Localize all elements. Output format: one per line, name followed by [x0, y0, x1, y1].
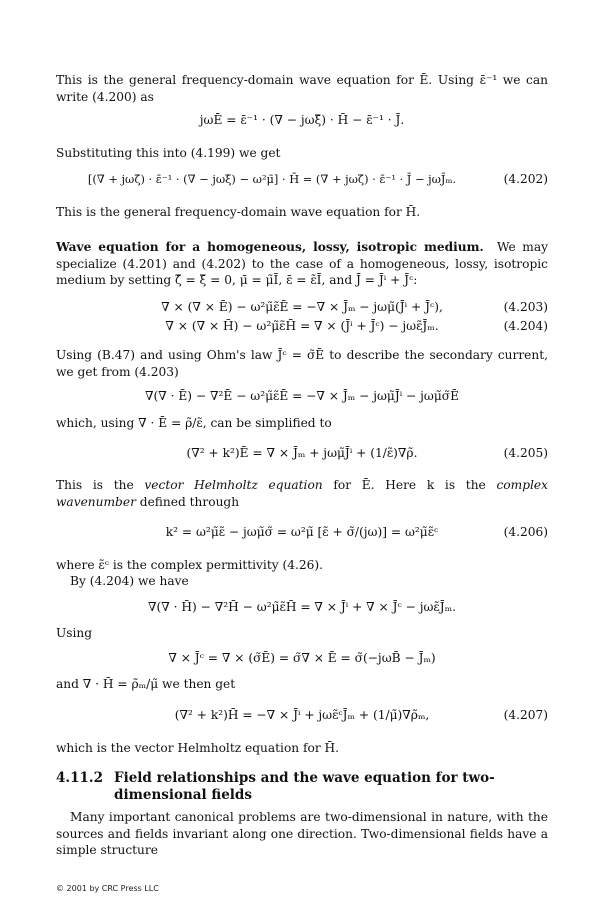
section-number: 4.11.2: [56, 770, 103, 786]
equation-expanded-curl: [56, 388, 548, 408]
equation-4-205: [56, 445, 548, 465]
paragraph-simplified: which, using ∇ · Ē = ρ̃/ε̃, can be simplified to: [56, 416, 332, 430]
equation-body: ∇(∇ · H̄) − ∇²H̄ − ω²μ̃ε̃H̄ = ∇ × J̄ⁱ + ∇ × J̄ᶜ − jωε̃J̄ₘ.: [148, 600, 456, 614]
equation-body: jωĒ = ε̄⁻¹ · (∇̄ − jωξ̄) · H̄ − ε̄⁻¹ · J̄.: [199, 113, 405, 127]
equation-number: (4.205): [503, 446, 548, 460]
paragraph-by-4-204: By (4.204) we have: [70, 574, 189, 588]
equation-number: (4.202): [503, 172, 548, 186]
equation-4-206: [56, 524, 548, 544]
equation-4-202: [56, 171, 548, 191]
equation-4-203: [56, 299, 548, 319]
equation-number: (4.203): [503, 300, 548, 314]
equation-h-expanded: [56, 599, 548, 619]
equation-number: (4.206): [503, 525, 548, 539]
equation-4-207: [56, 707, 548, 727]
copyright-footer: © 2001 by CRC Press LLC: [56, 884, 159, 893]
paragraph-h-helmholtz: which is the vector Helmholtz equation for H̄.: [56, 741, 340, 755]
section-title: Field relationships and the wave equation for two-dimensional fields: [114, 770, 495, 803]
equation-body: ∇(∇ · Ē) − ∇²Ē − ω²μ̃ε̃Ē = −∇ × J̄ₘ − jωμ̃J̄ⁱ − jωμ̃σ̃Ē: [145, 389, 459, 403]
paragraph-homogeneous-medium: [56, 239, 548, 289]
equation-curl-jc: [56, 650, 548, 670]
paragraph-ohms-law: Using (B.47) and using Ohm's law J̄ᶜ = σ̃Ē to describe the secondary current, we get from (4.203): [56, 348, 548, 379]
run-in-heading: Wave equation for a homogeneous, lossy, isotropic medium.: [56, 240, 484, 254]
text-run: This is the: [56, 478, 145, 492]
equation-body: ∇ × (∇ × Ē) − ω²μ̃ε̃Ē = −∇ × J̄ₘ − jωμ̃(J̄ⁱ + J̄ᶜ),: [161, 300, 443, 314]
equation-body: (∇² + k²)H̄ = −∇ × J̄ⁱ + jωε̃ᶜJ̄ₘ + (1/μ̃)∇ρ̃ₘ,: [174, 708, 430, 722]
paragraph-div-h: and ∇ · H̄ = ρ̃ₘ/μ̃ we then get: [56, 677, 236, 691]
paragraph-two-dimensional: Many important canonical problems are two-dimensional in nature, with the sources and fields invariant along one direction. Two-dimensional fields have a simple structure: [56, 810, 548, 857]
paragraph-using: Using: [56, 626, 93, 640]
section-heading: [56, 770, 548, 804]
paragraph-complex-permittivity: where ε̃ᶜ is the complex permittivity (4.26).: [56, 558, 324, 572]
paragraph-substituting: Substituting this into (4.199) we get: [56, 146, 281, 160]
equation-number: (4.204): [503, 319, 548, 333]
text-run: for Ē. Here k is the: [322, 478, 497, 492]
equation-body: ∇ × J̄ᶜ = ∇ × (σ̃Ē) = σ̃∇ × Ē = σ̃(−jωB̄ − J̄ₘ): [168, 651, 436, 665]
equation-body: ∇ × (∇ × H̄) − ω²μ̃ε̃H̄ = ∇ × (J̄ⁱ + J̄ᶜ) − jωε̃J̄ₘ.: [165, 319, 439, 333]
paragraph-helmholtz: [56, 477, 548, 510]
equation-4-204: [56, 318, 548, 338]
paragraph-h-wave-equation: This is the general frequency-domain wave equation for H̄.: [56, 205, 421, 219]
paragraph-intro: This is the general frequency-domain wave equation for Ē. Using ε̄⁻¹ we can write (4.200) as: [56, 73, 548, 104]
emphasis-helmholtz: vector Helmholtz equation: [144, 478, 323, 492]
text-run: defined through: [135, 494, 240, 509]
equation-number: (4.207): [503, 708, 548, 722]
emphasis-wavenumber: complex wavenumber: [56, 478, 548, 509]
equation-body: [(∇̄ + jωζ̄) · ε̄⁻¹ · (∇̄ − jωξ̄) − ω²μ̄] · H̄ = (∇̄ + jωζ̄) · ε̄⁻¹ · J̄ − jωJ̄ₘ.: [87, 172, 457, 186]
equation-body: (∇² + k²)Ē = ∇ × J̄ₘ + jωμ̃J̄ⁱ + (1/ε̃)∇ρ̃.: [186, 446, 418, 460]
paragraph-body: We may specialize (4.201) and (4.202) to the case of a homogeneous, lossy, isotropic medium by setting ζ̄ = ξ̄ = 0, μ̄ = μ̃Ī, ε̄ = ε̃Ī, and J̄ = J̄ⁱ + J̄ᶜ:: [56, 240, 549, 287]
equation-body: k² = ω²μ̃ε̃ − jωμ̃σ̃ = ω²μ̃ [ε̃ + σ̃/(jω)] = ω²μ̃ε̃ᶜ: [165, 525, 439, 539]
equation-e-field-expression: [56, 112, 548, 132]
